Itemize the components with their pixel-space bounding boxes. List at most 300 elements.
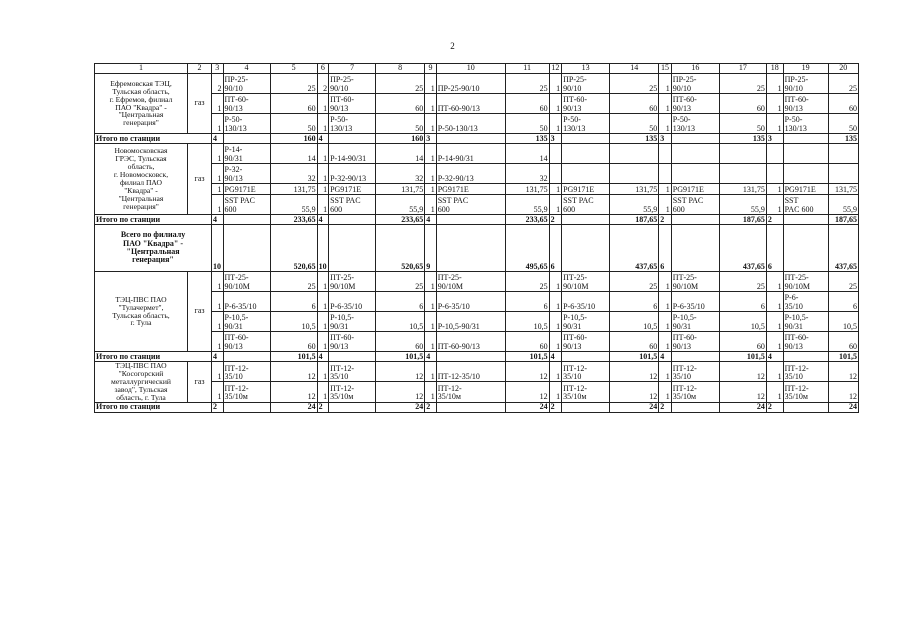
- column-number-row: [95, 64, 859, 74]
- value-cell: 1: [317, 195, 328, 215]
- value-cell: 1: [212, 195, 223, 215]
- branch-total-row: [95, 225, 859, 272]
- total-value: [783, 134, 828, 144]
- total-value: 233,65: [270, 215, 317, 225]
- total-value: [671, 402, 719, 412]
- turbine-type: SST PAC 600: [223, 195, 270, 215]
- column-number: 19: [783, 64, 828, 74]
- turbine-type: ПТ-60- 90/13: [671, 94, 719, 114]
- value-cell: 55,9: [719, 195, 766, 215]
- total-value: 4: [212, 352, 223, 362]
- value-cell: [610, 164, 659, 184]
- turbine-type: PG9171E: [562, 184, 610, 195]
- total-value: 24: [610, 402, 659, 412]
- value-cell: 14: [270, 144, 317, 164]
- fuel-type: газ: [188, 144, 212, 215]
- total-value: 520,65: [376, 225, 425, 272]
- value-cell: 60: [505, 94, 549, 114]
- total-value: [783, 402, 828, 412]
- value-cell: 1: [766, 184, 783, 195]
- value-cell: 1: [766, 74, 783, 94]
- total-value: [329, 402, 376, 412]
- column-number: 13: [562, 64, 610, 74]
- fuel-type: газ: [188, 74, 212, 134]
- total-value: 4: [659, 352, 672, 362]
- value-cell: 1: [549, 114, 562, 134]
- turbine-type: Р-50- 130/13: [223, 114, 270, 134]
- value-cell: 1: [425, 292, 436, 312]
- value-cell: 1: [766, 94, 783, 114]
- value-cell: 25: [270, 74, 317, 94]
- value-cell: 1: [659, 272, 672, 292]
- total-value: [783, 352, 828, 362]
- value-cell: 1: [317, 332, 328, 352]
- value-cell: 60: [610, 332, 659, 352]
- turbine-type: ПТ-12- 35/10м: [329, 382, 376, 402]
- value-cell: 1: [766, 332, 783, 352]
- value-cell: 2: [317, 74, 328, 94]
- total-value: 24: [828, 402, 858, 412]
- value-cell: 131,75: [270, 184, 317, 195]
- value-cell: 32: [270, 164, 317, 184]
- total-value: [671, 225, 719, 272]
- total-value: [436, 402, 505, 412]
- value-cell: 6: [270, 292, 317, 312]
- value-cell: 1: [212, 272, 223, 292]
- total-label: Итого по станции: [95, 352, 212, 362]
- turbine-type: ПТ-60- 90/13: [783, 94, 828, 114]
- value-cell: 1: [766, 114, 783, 134]
- total-value: 4: [766, 352, 783, 362]
- total-value: 6: [766, 225, 783, 272]
- value-cell: 10,5: [610, 312, 659, 332]
- turbine-type: Р-14- 90/31: [223, 144, 270, 164]
- station-total-row: [95, 215, 859, 225]
- value-cell: 12: [610, 362, 659, 382]
- turbine-type: Р-10,5- 90/31: [329, 312, 376, 332]
- turbine-type: SST PAC 600: [783, 195, 828, 215]
- value-cell: 1: [659, 94, 672, 114]
- column-number: 20: [828, 64, 858, 74]
- turbine-type: Р-50-130/13: [436, 114, 505, 134]
- value-cell: 1: [212, 144, 223, 164]
- value-cell: 25: [610, 272, 659, 292]
- column-number: 7: [329, 64, 376, 74]
- column-number: 9: [425, 64, 436, 74]
- column-number: 10: [436, 64, 505, 74]
- turbine-type: Р-6-35/10: [562, 292, 610, 312]
- value-cell: [610, 144, 659, 164]
- value-cell: 50: [719, 114, 766, 134]
- total-value: 4: [317, 134, 328, 144]
- value-cell: 1: [425, 144, 436, 164]
- total-value: 135: [828, 134, 858, 144]
- value-cell: 60: [376, 332, 425, 352]
- turbine-type: ПР-25-90/10: [436, 74, 505, 94]
- value-cell: 1: [549, 184, 562, 195]
- value-cell: 1: [425, 114, 436, 134]
- value-cell: 1: [425, 74, 436, 94]
- turbine-type: PG9171E: [436, 184, 505, 195]
- value-cell: 1: [425, 312, 436, 332]
- value-cell: 2: [212, 74, 223, 94]
- total-value: [436, 215, 505, 225]
- value-cell: 1: [317, 272, 328, 292]
- turbine-type: [562, 144, 610, 164]
- turbine-type: ПТ-25- 90/10М: [436, 272, 505, 292]
- value-cell: 25: [719, 272, 766, 292]
- value-cell: [549, 144, 562, 164]
- value-cell: 6: [505, 292, 549, 312]
- total-value: 2: [659, 402, 672, 412]
- value-cell: 60: [610, 94, 659, 114]
- turbine-type: ПТ-12- 35/10м: [783, 382, 828, 402]
- turbine-type: Р-6-35/10: [329, 292, 376, 312]
- value-cell: 25: [376, 74, 425, 94]
- station-name: Новомосковская ГРЭС, Тульская область, г. Новомосковск, филиал ПАО "Квадра" - "Центральная генерация": [95, 144, 188, 215]
- value-cell: 60: [270, 332, 317, 352]
- column-number: 14: [610, 64, 659, 74]
- value-cell: 1: [659, 332, 672, 352]
- turbine-type: ПТ-60- 90/13: [562, 332, 610, 352]
- turbine-type: Р-14-90/31: [436, 144, 505, 164]
- value-cell: 1: [212, 164, 223, 184]
- value-cell: 60: [505, 332, 549, 352]
- total-value: 187,65: [719, 215, 766, 225]
- total-value: 6: [659, 225, 672, 272]
- value-cell: 25: [376, 272, 425, 292]
- value-cell: 25: [270, 272, 317, 292]
- turbine-type: ПР-25- 90/10: [223, 74, 270, 94]
- value-cell: 25: [505, 272, 549, 292]
- total-value: 4: [212, 215, 223, 225]
- turbine-type: ПТ-60- 90/13: [671, 332, 719, 352]
- value-cell: 1: [317, 184, 328, 195]
- value-cell: 25: [719, 74, 766, 94]
- value-cell: 131,75: [610, 184, 659, 195]
- value-cell: 1: [212, 332, 223, 352]
- total-value: 437,65: [719, 225, 766, 272]
- turbine-type: Р-6-35/10: [671, 292, 719, 312]
- turbine-type: Р-10,5- 90/31: [783, 312, 828, 332]
- total-value: 9: [425, 225, 436, 272]
- value-cell: 1: [212, 114, 223, 134]
- turbine-type: Р-32-90/13: [436, 164, 505, 184]
- total-value: [329, 352, 376, 362]
- value-cell: 1: [549, 195, 562, 215]
- total-value: 187,65: [828, 215, 858, 225]
- value-cell: 1: [212, 94, 223, 114]
- total-value: 135: [505, 134, 549, 144]
- total-label: Итого по станции: [95, 134, 212, 144]
- value-cell: 1: [766, 382, 783, 402]
- turbine-type: PG9171E: [329, 184, 376, 195]
- total-value: 2: [212, 402, 223, 412]
- total-value: [329, 215, 376, 225]
- turbine-type: Р-32- 90/13: [223, 164, 270, 184]
- turbine-type: Р-6- 35/10: [783, 292, 828, 312]
- total-value: 10: [212, 225, 223, 272]
- value-cell: 12: [610, 382, 659, 402]
- total-value: [783, 225, 828, 272]
- table-row: [95, 144, 859, 164]
- value-cell: 1: [766, 195, 783, 215]
- station-name: Ефремовская ТЭЦ, Тульская область, г. Ефремов, филиал ПАО "Квадра" - "Центральная генерация": [95, 74, 188, 134]
- value-cell: 6: [828, 292, 858, 312]
- total-value: 2: [659, 215, 672, 225]
- total-value: [562, 225, 610, 272]
- total-value: 101,5: [505, 352, 549, 362]
- turbine-type: PG9171E: [223, 184, 270, 195]
- value-cell: 10,5: [719, 312, 766, 332]
- turbine-type: ПТ-12- 35/10: [329, 362, 376, 382]
- column-number: 2: [188, 64, 212, 74]
- turbine-type: Р-10,5- 90/31: [223, 312, 270, 332]
- value-cell: 60: [719, 94, 766, 114]
- turbine-type: SST PAC 600: [329, 195, 376, 215]
- value-cell: 12: [505, 362, 549, 382]
- total-value: [223, 225, 270, 272]
- value-cell: 10,5: [505, 312, 549, 332]
- value-cell: 1: [317, 144, 328, 164]
- turbine-type: ПТ-25- 90/10М: [783, 272, 828, 292]
- turbine-type: ПТ-60- 90/13: [329, 94, 376, 114]
- value-cell: 50: [828, 114, 858, 134]
- column-number: 11: [505, 64, 549, 74]
- value-cell: 1: [549, 94, 562, 114]
- value-cell: 12: [828, 382, 858, 402]
- value-cell: 1: [212, 292, 223, 312]
- value-cell: 14: [376, 144, 425, 164]
- value-cell: 1: [549, 292, 562, 312]
- table-row: [95, 74, 859, 94]
- value-cell: [828, 164, 858, 184]
- value-cell: 1: [425, 362, 436, 382]
- turbine-type: ПТ-60- 90/13: [562, 94, 610, 114]
- turbine-type: ПТ-25- 90/10М: [562, 272, 610, 292]
- turbine-type: ПТ-60-90/13: [436, 94, 505, 114]
- value-cell: 25: [828, 272, 858, 292]
- value-cell: 1: [425, 195, 436, 215]
- total-value: 135: [610, 134, 659, 144]
- value-cell: 60: [828, 332, 858, 352]
- total-value: 24: [270, 402, 317, 412]
- total-value: 4: [425, 352, 436, 362]
- total-value: 4: [212, 134, 223, 144]
- total-value: 3: [766, 134, 783, 144]
- turbine-type: Р-14-90/31: [329, 144, 376, 164]
- value-cell: 12: [505, 382, 549, 402]
- value-cell: 14: [505, 144, 549, 164]
- total-value: [436, 352, 505, 362]
- total-label: Итого по станции: [95, 215, 212, 225]
- turbine-type: ПТ-60-90/13: [436, 332, 505, 352]
- value-cell: 25: [828, 74, 858, 94]
- total-value: 4: [317, 352, 328, 362]
- total-value: 160: [270, 134, 317, 144]
- value-cell: 1: [317, 94, 328, 114]
- value-cell: 131,75: [719, 184, 766, 195]
- turbine-type: PG9171E: [671, 184, 719, 195]
- value-cell: 1: [549, 382, 562, 402]
- value-cell: 1: [317, 312, 328, 332]
- value-cell: 1: [425, 272, 436, 292]
- value-cell: 1: [317, 164, 328, 184]
- turbine-type: Р-32-90/13: [329, 164, 376, 184]
- turbine-type: ПТ-60- 90/13: [329, 332, 376, 352]
- total-value: 437,65: [828, 225, 858, 272]
- column-number: 5: [270, 64, 317, 74]
- value-cell: 1: [549, 332, 562, 352]
- total-value: 233,65: [505, 215, 549, 225]
- turbine-type: ПТ-25- 90/10М: [329, 272, 376, 292]
- value-cell: 1: [425, 94, 436, 114]
- total-value: [329, 225, 376, 272]
- value-cell: 131,75: [376, 184, 425, 195]
- total-value: 2: [317, 402, 328, 412]
- turbine-type: Р-50- 130/13: [671, 114, 719, 134]
- value-cell: 32: [376, 164, 425, 184]
- value-cell: 1: [659, 382, 672, 402]
- total-value: 24: [719, 402, 766, 412]
- total-value: 2: [549, 402, 562, 412]
- value-cell: 25: [505, 74, 549, 94]
- total-value: 2: [766, 215, 783, 225]
- value-cell: 1: [549, 362, 562, 382]
- turbine-type: [562, 164, 610, 184]
- value-cell: 6: [719, 292, 766, 312]
- value-cell: 60: [828, 94, 858, 114]
- total-value: [562, 352, 610, 362]
- turbine-type: ПТ-12- 35/10: [562, 362, 610, 382]
- turbine-type: ПТ-12- 35/10м: [671, 382, 719, 402]
- value-cell: 1: [659, 114, 672, 134]
- total-label: Всего по филиалу ПАО "Квадра" - "Центральная генерация": [95, 225, 212, 272]
- turbine-type: ПТ-25- 90/10М: [223, 272, 270, 292]
- total-value: 2: [425, 402, 436, 412]
- column-number: 4: [223, 64, 270, 74]
- total-value: [223, 215, 270, 225]
- column-number: 3: [212, 64, 223, 74]
- total-value: 101,5: [828, 352, 858, 362]
- total-value: [329, 134, 376, 144]
- total-value: [223, 352, 270, 362]
- total-value: 24: [376, 402, 425, 412]
- turbine-type: Р-50- 130/13: [329, 114, 376, 134]
- value-cell: 1: [212, 312, 223, 332]
- value-cell: [766, 144, 783, 164]
- total-value: 101,5: [719, 352, 766, 362]
- value-cell: 1: [659, 74, 672, 94]
- value-cell: 1: [659, 312, 672, 332]
- turbine-type: [783, 144, 828, 164]
- value-cell: 60: [376, 94, 425, 114]
- station-total-row: [95, 352, 859, 362]
- value-cell: 1: [659, 292, 672, 312]
- table-row: [95, 362, 859, 382]
- value-cell: [719, 164, 766, 184]
- total-value: 3: [549, 134, 562, 144]
- turbine-type: Р-10,5- 90/31: [671, 312, 719, 332]
- turbine-type: Р-10,5- 90/31: [562, 312, 610, 332]
- value-cell: 1: [766, 362, 783, 382]
- turbine-type: Р-6-35/10: [223, 292, 270, 312]
- total-value: 135: [719, 134, 766, 144]
- turbine-type: ПТ-60- 90/13: [783, 332, 828, 352]
- value-cell: 1: [317, 362, 328, 382]
- value-cell: 55,9: [828, 195, 858, 215]
- column-number: 15: [659, 64, 672, 74]
- page-number: 2: [450, 41, 455, 51]
- value-cell: 55,9: [376, 195, 425, 215]
- value-cell: 50: [505, 114, 549, 134]
- value-cell: 12: [828, 362, 858, 382]
- total-value: [223, 402, 270, 412]
- value-cell: 1: [212, 184, 223, 195]
- turbine-type: ПТ-12- 35/10м: [436, 382, 505, 402]
- total-value: 437,65: [610, 225, 659, 272]
- column-number: 12: [549, 64, 562, 74]
- value-cell: [659, 164, 672, 184]
- station-name: ТЭЦ-ПВС ПАО "Косогорский металлургический завод", Тульская область, г. Тула: [95, 362, 188, 403]
- turbine-type: Р-50- 130/13: [562, 114, 610, 134]
- value-cell: 12: [719, 362, 766, 382]
- value-cell: 12: [719, 382, 766, 402]
- total-value: 101,5: [610, 352, 659, 362]
- turbine-type: SST PAC 600: [436, 195, 505, 215]
- total-value: 101,5: [376, 352, 425, 362]
- turbine-type: ПТ-12- 35/10: [671, 362, 719, 382]
- turbine-type: ПТ-60- 90/13: [223, 332, 270, 352]
- value-cell: 1: [212, 382, 223, 402]
- turbine-type: Р-50- 130/13: [783, 114, 828, 134]
- value-cell: [549, 164, 562, 184]
- column-number: 8: [376, 64, 425, 74]
- value-cell: 1: [317, 382, 328, 402]
- value-cell: 12: [270, 382, 317, 402]
- column-number: 1: [95, 64, 188, 74]
- value-cell: [659, 144, 672, 164]
- station-total-row: [95, 402, 859, 412]
- fuel-type: газ: [188, 362, 212, 403]
- turbine-type: ПТ-12- 35/10: [223, 362, 270, 382]
- total-value: 160: [376, 134, 425, 144]
- turbine-type: Р-10,5-90/31: [436, 312, 505, 332]
- value-cell: 55,9: [505, 195, 549, 215]
- value-cell: [766, 164, 783, 184]
- value-cell: [719, 144, 766, 164]
- turbine-type: ПТ-12- 35/10: [783, 362, 828, 382]
- value-cell: 60: [719, 332, 766, 352]
- value-cell: 1: [549, 312, 562, 332]
- value-cell: 50: [270, 114, 317, 134]
- turbine-type: ПТ-25- 90/10М: [671, 272, 719, 292]
- total-value: 3: [425, 134, 436, 144]
- turbine-type: ПТ-12-35/10: [436, 362, 505, 382]
- value-cell: [828, 144, 858, 164]
- turbine-type: Р-6-35/10: [436, 292, 505, 312]
- station-name: ТЭЦ-ПВС ПАО "Тулачермет", Тульская область, г. Тула: [95, 272, 188, 352]
- value-cell: 1: [425, 332, 436, 352]
- value-cell: 1: [425, 184, 436, 195]
- value-cell: 12: [270, 362, 317, 382]
- total-value: 2: [766, 402, 783, 412]
- value-cell: 1: [425, 164, 436, 184]
- total-value: [562, 215, 610, 225]
- value-cell: 6: [610, 292, 659, 312]
- total-value: 187,65: [610, 215, 659, 225]
- table-row: [95, 272, 859, 292]
